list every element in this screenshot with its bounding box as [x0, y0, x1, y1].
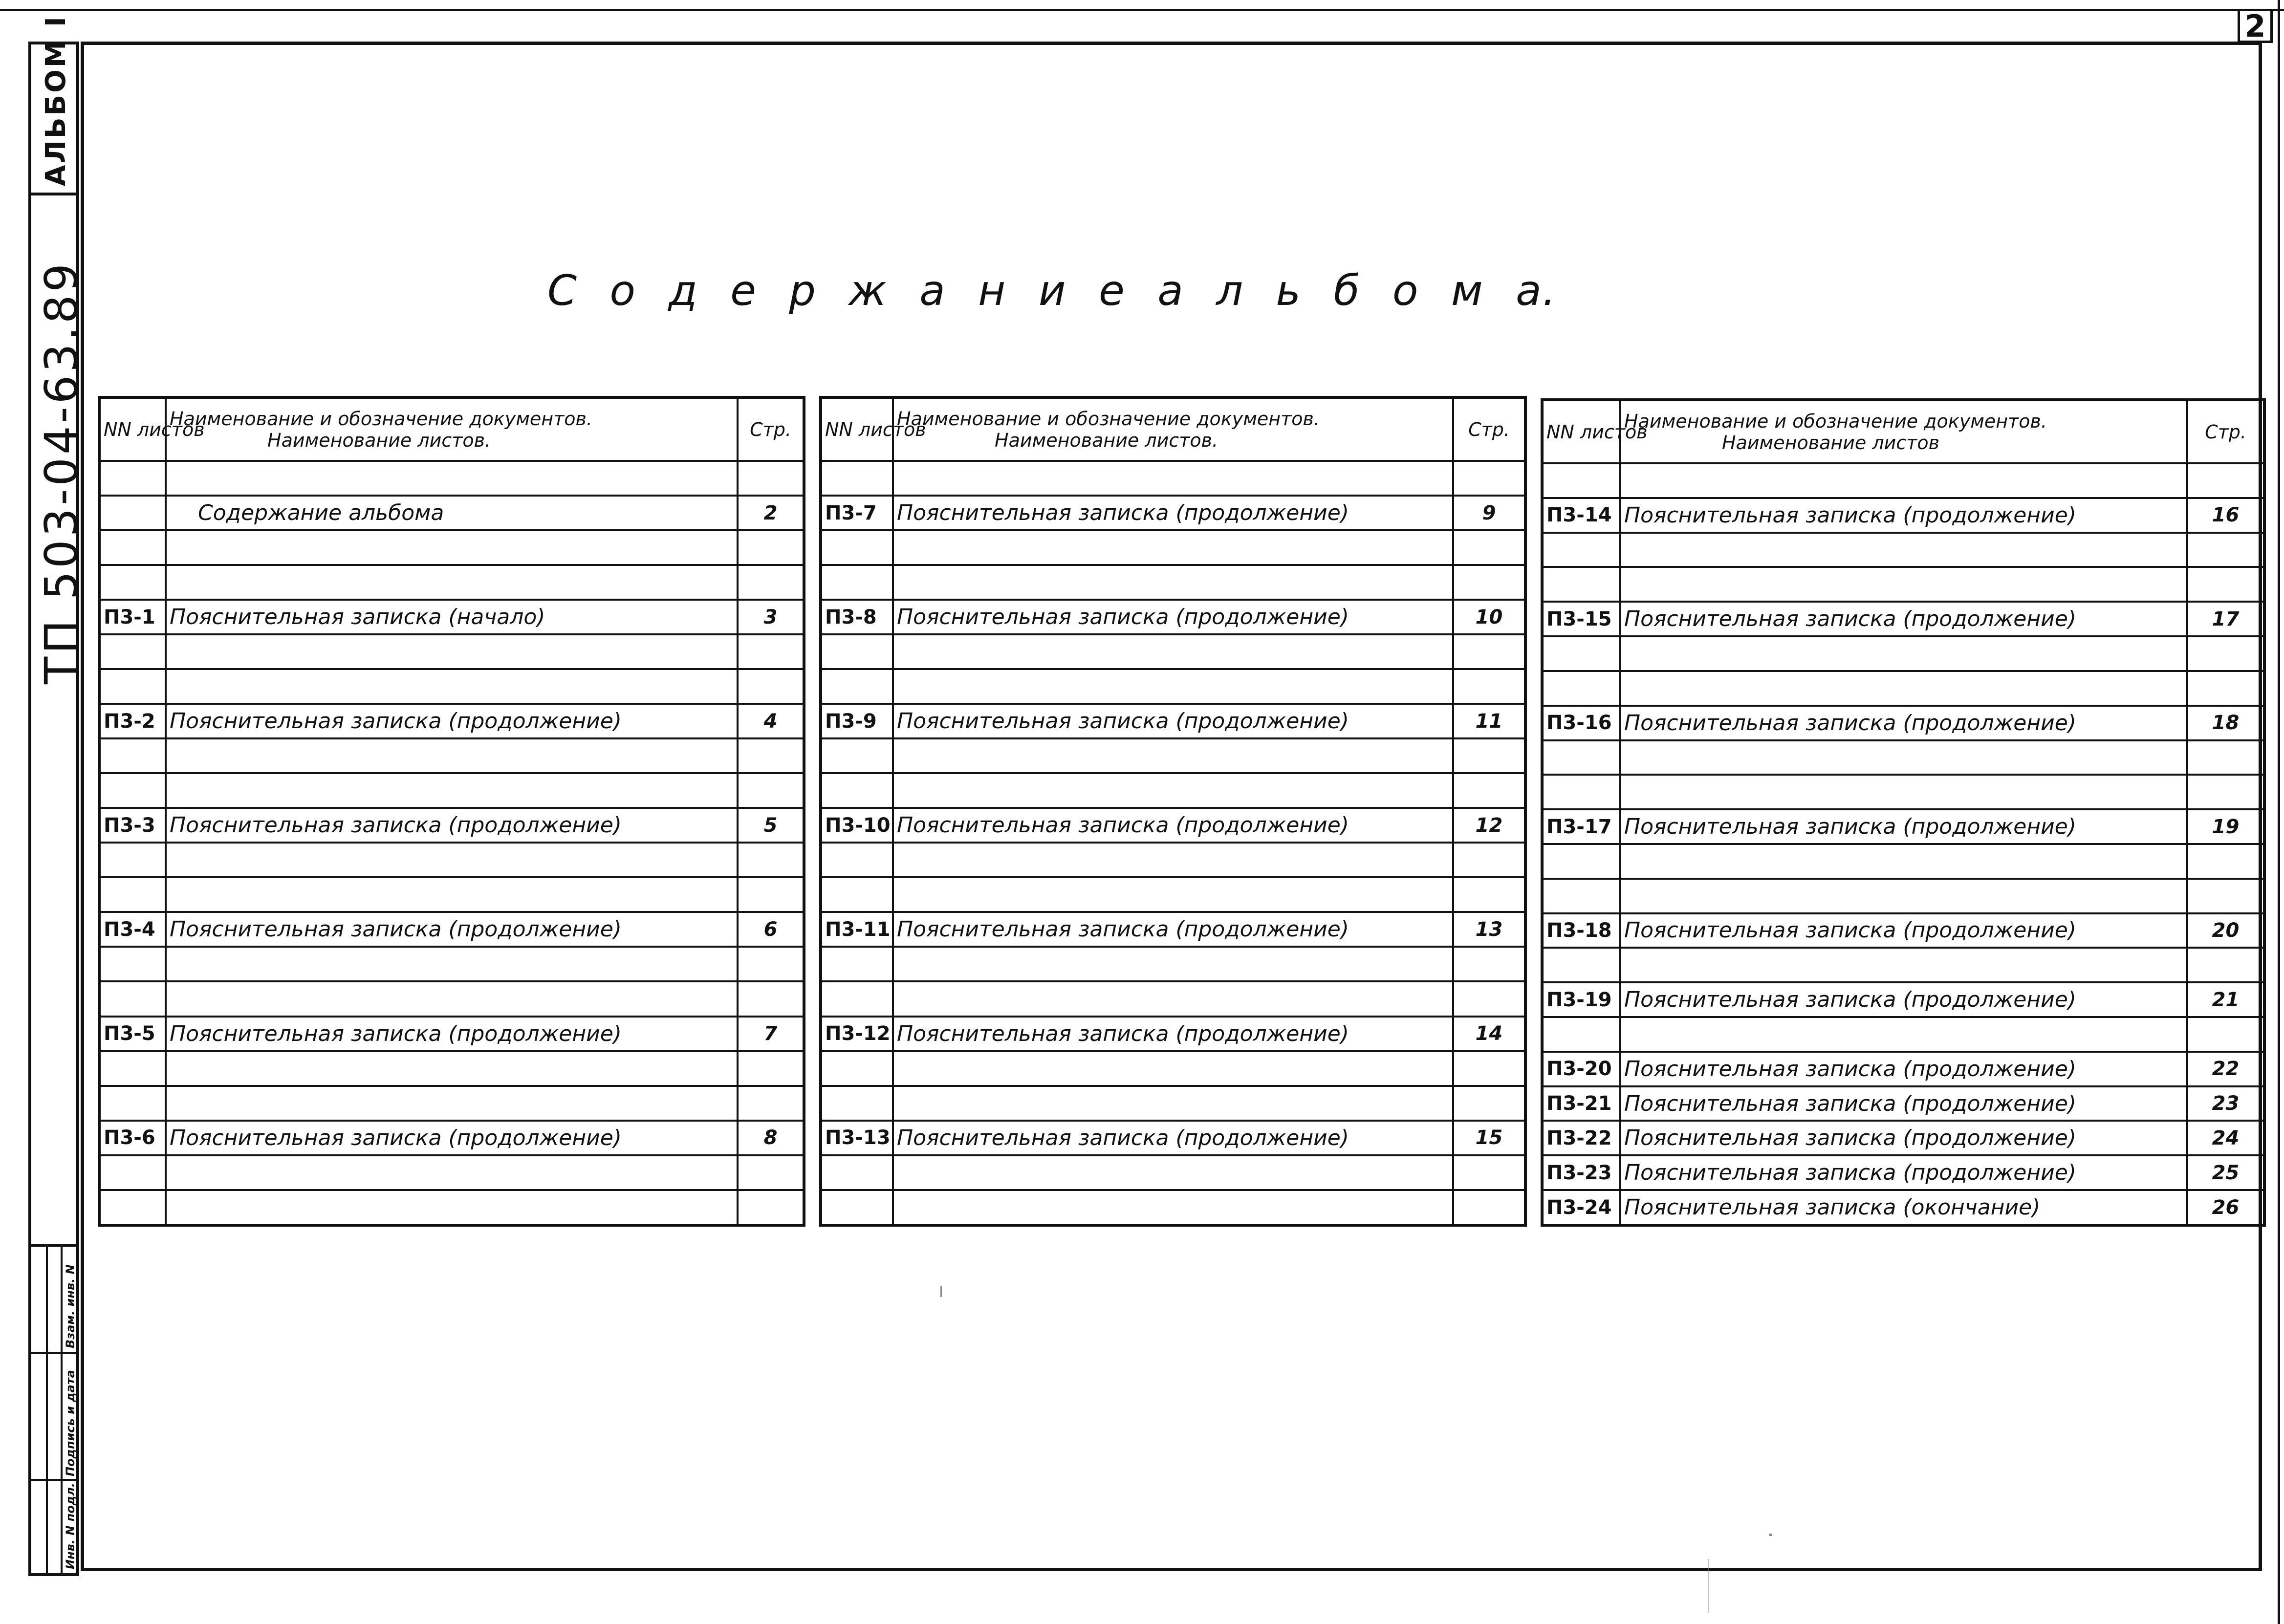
table-row — [99, 738, 804, 773]
document-code: ТП 503-04-63.89 — [35, 260, 87, 684]
cell-num: П3-20 — [1542, 1052, 1620, 1086]
cell-name — [166, 981, 738, 1016]
stamp-label-replace: Взам. инв. N — [64, 1264, 77, 1348]
cell-num — [1542, 948, 1620, 982]
cell-page: 18 — [2187, 706, 2264, 740]
cell-name: Пояснительная записка (продолжение) — [1620, 913, 2187, 948]
cell-name — [1620, 636, 2187, 671]
cell-name: Пояснительная записка (продолжение) — [893, 1017, 1453, 1051]
cell-name — [1620, 463, 2187, 498]
cell-page: 21 — [2187, 982, 2264, 1017]
cell-name — [1620, 533, 2187, 567]
cell-num — [1542, 567, 1620, 602]
cell-name: Пояснительная записка (продолжение) — [166, 1017, 738, 1051]
cell-num — [99, 773, 166, 808]
cell-name — [893, 843, 1453, 877]
cell-name: Пояснительная записка (продолжение) — [1620, 1121, 2187, 1155]
cell-num — [1542, 533, 1620, 567]
cell-name — [166, 1086, 738, 1121]
cell-num: П3-13 — [821, 1121, 893, 1155]
cell-page — [738, 461, 804, 496]
cell-num — [1542, 671, 1620, 706]
table-row — [1542, 809, 2264, 844]
table-row — [99, 669, 804, 704]
table-row — [821, 1121, 1525, 1155]
cell-name: Пояснительная записка (продолжение) — [893, 912, 1453, 947]
table-row — [821, 843, 1525, 877]
cell-name — [1620, 567, 2187, 602]
cell-name — [1620, 844, 2187, 879]
header-name: Наименование и обозначение документов. Наименование листов. — [893, 397, 1453, 461]
cell-num — [99, 1155, 166, 1190]
cell-num — [1542, 636, 1620, 671]
header-num: NN листов — [821, 397, 893, 461]
cell-num — [1542, 463, 1620, 498]
cell-page: 2 — [738, 496, 804, 530]
cell-page — [2187, 775, 2264, 809]
cell-page — [1453, 565, 1525, 600]
cell-num — [821, 1051, 893, 1086]
cell-name: Пояснительная записка (продолжение) — [1620, 1086, 2187, 1121]
cell-page — [1453, 773, 1525, 808]
header-num: NN листов — [1542, 400, 1620, 463]
cell-num: П3-9 — [821, 704, 893, 738]
cell-name — [166, 773, 738, 808]
table-row — [99, 1086, 804, 1121]
cell-page — [1453, 1155, 1525, 1190]
header-name: Наименование и обозначение документов. Наименование листов — [1620, 400, 2187, 463]
cell-num — [821, 669, 893, 704]
table-row — [1542, 740, 2264, 775]
table-row — [99, 565, 804, 600]
cell-name — [166, 947, 738, 981]
table-row — [99, 981, 804, 1016]
cell-num — [99, 738, 166, 773]
cell-page — [738, 634, 804, 669]
table-row — [821, 565, 1525, 600]
table-row — [1542, 602, 2264, 636]
cell-page — [1453, 530, 1525, 565]
cell-name: Пояснительная записка (продолжение) — [1620, 602, 2187, 636]
table-row — [821, 634, 1525, 669]
cell-name — [893, 565, 1453, 600]
cell-num: П3-19 — [1542, 982, 1620, 1017]
cell-page — [2187, 671, 2264, 706]
cell-page — [1453, 1086, 1525, 1121]
table-row — [99, 530, 804, 565]
table-row — [821, 669, 1525, 704]
table-row — [1542, 636, 2264, 671]
cell-page: 8 — [738, 1121, 804, 1155]
cell-page — [2187, 948, 2264, 982]
table-row — [99, 600, 804, 634]
table-row — [821, 1190, 1525, 1225]
cell-num — [99, 1086, 166, 1121]
table-row — [1542, 844, 2264, 879]
table-row — [99, 912, 804, 947]
table-row — [1542, 1121, 2264, 1155]
cell-num — [821, 773, 893, 808]
table-row — [821, 773, 1525, 808]
cell-num — [99, 461, 166, 496]
table-row — [821, 738, 1525, 773]
cell-num: П3-6 — [99, 1121, 166, 1155]
cell-page: 9 — [1453, 496, 1525, 530]
table-row — [99, 1017, 804, 1051]
table-row — [821, 496, 1525, 530]
table-row — [99, 496, 804, 530]
cell-num — [821, 843, 893, 877]
cell-name: Пояснительная записка (продолжение) — [166, 1121, 738, 1155]
table-row — [1542, 1017, 2264, 1052]
table-row — [821, 947, 1525, 981]
cell-page — [2187, 740, 2264, 775]
table-row — [821, 1086, 1525, 1121]
document-code-box — [28, 195, 87, 1244]
cell-page — [1453, 1190, 1525, 1225]
cell-name — [893, 981, 1453, 1016]
cell-num — [99, 1051, 166, 1086]
cell-name: Пояснительная записка (начало) — [166, 600, 738, 634]
cell-name — [166, 530, 738, 565]
album-label: АЛЬБОМ I — [40, 15, 72, 186]
table-row — [99, 1155, 804, 1190]
cell-page — [738, 1190, 804, 1225]
cell-name: Пояснительная записка (продолжение) — [1620, 498, 2187, 533]
cell-num — [821, 1190, 893, 1225]
cell-name — [893, 669, 1453, 704]
cell-num: П3-5 — [99, 1017, 166, 1051]
table-row — [99, 1051, 804, 1086]
table-row — [99, 947, 804, 981]
cell-num — [1542, 775, 1620, 809]
cell-page: 26 — [2187, 1190, 2264, 1225]
scan-mark — [940, 1286, 942, 1297]
cell-page: 3 — [738, 600, 804, 634]
toc-table-3 — [1541, 398, 2266, 1227]
cell-page — [738, 530, 804, 565]
cell-page — [1453, 738, 1525, 773]
cell-page — [738, 1086, 804, 1121]
cell-page — [1453, 634, 1525, 669]
cell-num — [99, 1190, 166, 1225]
cell-name: Пояснительная записка (продолжение) — [893, 496, 1453, 530]
cell-page: 5 — [738, 808, 804, 843]
cell-num — [99, 843, 166, 877]
cell-num — [99, 565, 166, 600]
scan-mark — [1769, 1534, 1772, 1536]
table-row — [99, 634, 804, 669]
table-row — [821, 704, 1525, 738]
cell-num — [821, 981, 893, 1016]
cell-num — [1542, 1017, 1620, 1052]
cell-name — [1620, 740, 2187, 775]
cell-page — [1453, 669, 1525, 704]
cell-num: П3-17 — [1542, 809, 1620, 844]
table-row — [821, 808, 1525, 843]
cell-name — [893, 738, 1453, 773]
cell-page — [738, 1051, 804, 1086]
cell-name: Пояснительная записка (окончание) — [1620, 1190, 2187, 1225]
table-row — [1542, 498, 2264, 533]
table-row — [99, 843, 804, 877]
cell-page: 6 — [738, 912, 804, 947]
cell-name: Пояснительная записка (продолжение) — [893, 600, 1453, 634]
cell-page — [738, 738, 804, 773]
cell-page: 4 — [738, 704, 804, 738]
table-row — [99, 1121, 804, 1155]
table-row — [99, 461, 804, 496]
toc-table-1-body — [99, 461, 804, 1225]
cell-name — [893, 634, 1453, 669]
cell-page: 17 — [2187, 602, 2264, 636]
cell-name: Пояснительная записка (продолжение) — [1620, 706, 2187, 740]
cell-page: 10 — [1453, 600, 1525, 634]
toc-table-1 — [98, 396, 805, 1227]
table-row — [821, 877, 1525, 912]
cell-num — [1542, 844, 1620, 879]
table-row — [821, 461, 1525, 496]
cell-name: Содержание альбома — [166, 496, 738, 530]
cell-num: П3-23 — [1542, 1155, 1620, 1190]
cell-num — [1542, 740, 1620, 775]
cell-num — [821, 947, 893, 981]
cell-page: 19 — [2187, 809, 2264, 844]
cell-num: П3-1 — [99, 600, 166, 634]
table-row — [1542, 879, 2264, 913]
cell-name — [893, 877, 1453, 912]
cell-num: П3-15 — [1542, 602, 1620, 636]
cell-page — [2187, 844, 2264, 879]
toc-table-2-body — [821, 461, 1525, 1225]
table-row — [821, 981, 1525, 1016]
cell-name — [893, 773, 1453, 808]
cell-page: 13 — [1453, 912, 1525, 947]
cell-name: Пояснительная записка (продолжение) — [893, 808, 1453, 843]
cell-page — [1453, 1051, 1525, 1086]
cell-page — [738, 565, 804, 600]
cell-name — [1620, 1017, 2187, 1052]
table-row — [1542, 982, 2264, 1017]
table-row — [1542, 463, 2264, 498]
table-row — [1542, 1086, 2264, 1121]
cell-name — [166, 634, 738, 669]
cell-name — [893, 1086, 1453, 1121]
table-row — [99, 704, 804, 738]
cell-num: П3-12 — [821, 1017, 893, 1051]
cell-num — [99, 530, 166, 565]
cell-num: П3-4 — [99, 912, 166, 947]
cell-num: П3-7 — [821, 496, 893, 530]
cell-num — [99, 981, 166, 1016]
cell-num — [821, 1155, 893, 1190]
cell-page: 7 — [738, 1017, 804, 1051]
table-row — [99, 773, 804, 808]
table-row — [821, 1051, 1525, 1086]
sheet-number: 2 — [2238, 9, 2273, 43]
cell-page — [2187, 1017, 2264, 1052]
cell-name — [893, 530, 1453, 565]
cell-num: П3-11 — [821, 912, 893, 947]
header-page: Стр. — [2187, 400, 2264, 463]
table-row — [1542, 1190, 2264, 1225]
cell-page — [1453, 947, 1525, 981]
header-page: Стр. — [738, 397, 804, 461]
cell-page: 20 — [2187, 913, 2264, 948]
table-row — [821, 1017, 1525, 1051]
cell-page — [738, 843, 804, 877]
cell-name — [893, 1190, 1453, 1225]
cell-page — [1453, 981, 1525, 1016]
album-label-box — [28, 15, 79, 195]
cell-name — [893, 1051, 1453, 1086]
cell-num: П3-24 — [1542, 1190, 1620, 1225]
cell-name — [166, 1155, 738, 1190]
header-name: Наименование и обозначение документов. Наименование листов. — [166, 397, 738, 461]
cell-num — [821, 461, 893, 496]
right-border-line — [2278, 0, 2280, 1624]
cell-num — [99, 669, 166, 704]
table-row — [821, 1155, 1525, 1190]
table-row — [1542, 567, 2264, 602]
cell-page: 22 — [2187, 1052, 2264, 1086]
cell-name — [1620, 879, 2187, 913]
cell-page — [2187, 636, 2264, 671]
cell-num — [99, 634, 166, 669]
cell-name — [166, 461, 738, 496]
table-row — [99, 877, 804, 912]
cell-page — [738, 877, 804, 912]
cell-name: Пояснительная записка (продолжение) — [166, 704, 738, 738]
cell-name: Пояснительная записка (продолжение) — [1620, 1052, 2187, 1086]
cell-num — [821, 877, 893, 912]
table-row — [99, 808, 804, 843]
table-row — [821, 530, 1525, 565]
cell-page — [1453, 461, 1525, 496]
cell-name: Пояснительная записка (продолжение) — [1620, 982, 2187, 1017]
table-row — [1542, 913, 2264, 948]
cell-page: 12 — [1453, 808, 1525, 843]
table-row — [1542, 775, 2264, 809]
cell-page — [738, 981, 804, 1016]
cell-name — [166, 669, 738, 704]
cell-num — [99, 877, 166, 912]
cell-page: 16 — [2187, 498, 2264, 533]
cell-name: Пояснительная записка (продолжение) — [893, 1121, 1453, 1155]
stamp-label-inventory: Инв. N подл. — [64, 1483, 77, 1569]
cell-page — [2187, 533, 2264, 567]
cell-num: П3-21 — [1542, 1086, 1620, 1121]
cell-name — [166, 1051, 738, 1086]
page-title: С о д е р ж а н и е а л ь б о м а. — [547, 266, 1557, 315]
cell-page: 14 — [1453, 1017, 1525, 1051]
top-border-line — [0, 9, 2284, 11]
cell-num — [821, 565, 893, 600]
stamp-strip — [28, 1244, 79, 1576]
table-row — [821, 600, 1525, 634]
cell-page — [1453, 843, 1525, 877]
cell-num — [1542, 879, 1620, 913]
table-row — [821, 912, 1525, 947]
header-num: NN листов — [99, 397, 166, 461]
cell-page: 24 — [2187, 1121, 2264, 1155]
cell-name — [1620, 948, 2187, 982]
cell-num: П3-10 — [821, 808, 893, 843]
cell-num: П3-2 — [99, 704, 166, 738]
cell-num — [821, 1086, 893, 1121]
table-row — [1542, 671, 2264, 706]
cell-num — [821, 738, 893, 773]
cell-page — [2187, 463, 2264, 498]
cell-name — [166, 565, 738, 600]
toc-table-2 — [819, 396, 1527, 1227]
cell-num: П3-3 — [99, 808, 166, 843]
header-page: Стр. — [1453, 397, 1525, 461]
table-row — [99, 1190, 804, 1225]
cell-page: 15 — [1453, 1121, 1525, 1155]
cell-page — [738, 947, 804, 981]
cell-name: Пояснительная записка (продолжение) — [166, 808, 738, 843]
cell-num — [821, 530, 893, 565]
scan-mark — [1708, 1559, 1709, 1613]
cell-page — [738, 773, 804, 808]
cell-name: Пояснительная записка (продолжение) — [166, 912, 738, 947]
stamp-label-signature: Подпись и дата — [64, 1370, 77, 1476]
cell-page — [738, 669, 804, 704]
table-row — [1542, 948, 2264, 982]
cell-name — [166, 843, 738, 877]
table-row — [1542, 1052, 2264, 1086]
cell-name — [166, 877, 738, 912]
cell-page — [2187, 567, 2264, 602]
cell-name — [893, 1155, 1453, 1190]
cell-name — [1620, 775, 2187, 809]
cell-page: 11 — [1453, 704, 1525, 738]
cell-name — [893, 947, 1453, 981]
table-row — [1542, 533, 2264, 567]
cell-name — [1620, 671, 2187, 706]
cell-num: П3-16 — [1542, 706, 1620, 740]
cell-name — [166, 1190, 738, 1225]
cell-page — [1453, 877, 1525, 912]
cell-num — [99, 947, 166, 981]
cell-name — [166, 738, 738, 773]
cell-num: П3-8 — [821, 600, 893, 634]
cell-num — [821, 634, 893, 669]
cell-num: П3-14 — [1542, 498, 1620, 533]
cell-name: Пояснительная записка (продолжение) — [1620, 809, 2187, 844]
table-row — [1542, 1155, 2264, 1190]
cell-name: Пояснительная записка (продолжение) — [1620, 1155, 2187, 1190]
cell-num: П3-18 — [1542, 913, 1620, 948]
cell-page — [2187, 879, 2264, 913]
cell-name: Пояснительная записка (продолжение) — [893, 704, 1453, 738]
cell-name — [893, 461, 1453, 496]
cell-num — [99, 496, 166, 530]
cell-page: 23 — [2187, 1086, 2264, 1121]
cell-num: П3-22 — [1542, 1121, 1620, 1155]
cell-page — [738, 1155, 804, 1190]
toc-table-3-body — [1542, 463, 2264, 1225]
cell-page: 25 — [2187, 1155, 2264, 1190]
table-row — [1542, 706, 2264, 740]
